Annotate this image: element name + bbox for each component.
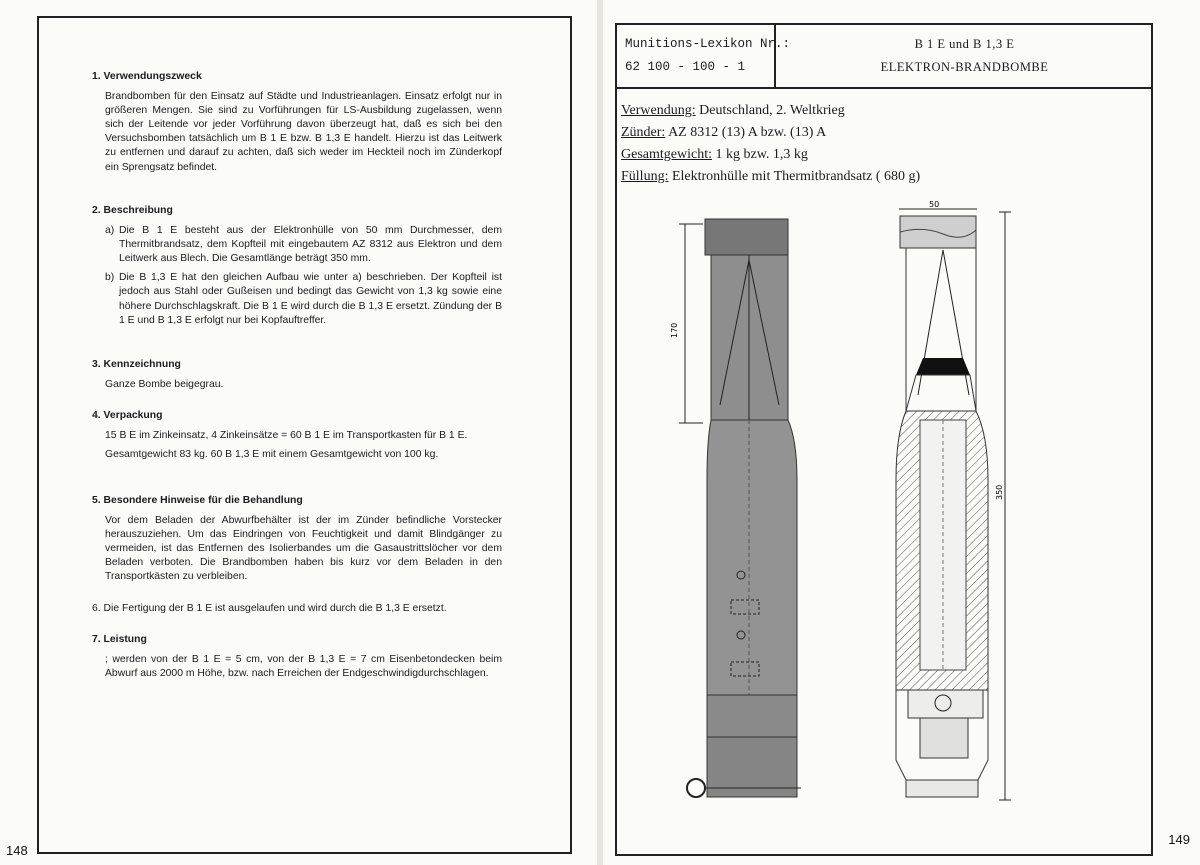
tail-cone	[906, 375, 976, 411]
spec-key: Zünder:	[621, 125, 666, 140]
section-hinweise	[92, 494, 502, 590]
list-item-label: a)	[105, 225, 115, 237]
bomb-tail-section	[906, 248, 976, 411]
bomb-section-drawing	[896, 200, 1011, 800]
list-item-text: Die B 1,3 E hat den gleichen Aufbau wie unter a) beschrieben. Der Kopfteil ist jedoch aus Stahl oder Gußeisen und bedingt das Gewicht von 1,3 kg sowie eine höhere Durchschlagskraft. Die B 1 E wird durch die B 1,3 E ersetzt. Zündung der B 1 E und B 1,3 E erfolgt nur bei Kopfauftreffer.	[119, 272, 502, 326]
bomb-body	[707, 420, 797, 695]
fuze-body	[920, 718, 968, 758]
page-number: 149	[1168, 832, 1190, 847]
spec-row	[621, 122, 920, 144]
spec-value: 1 kg bzw. 1,3 kg	[715, 147, 808, 162]
spec-row	[621, 100, 920, 122]
section-title: 1. Verwendungszweck	[92, 71, 202, 82]
section-title: 4. Verpackung	[92, 410, 163, 421]
section-title: 2. Beschreibung	[92, 205, 173, 216]
spec-list	[621, 100, 920, 188]
section-verwendungszweck	[92, 70, 502, 180]
tail-plug	[916, 358, 970, 375]
right-page	[603, 0, 1200, 865]
section-kennzeichnung	[92, 358, 502, 397]
fuze-housing	[908, 690, 983, 718]
section-paragraph: ; werden von der B 1 E = 5 cm, von der B 1,3 E = 7 cm Eisenbetondecken beim Abwurf aus 2000 m Höhe, bzw. nach Erreichen der Endgeschwindigdurchschlagen.	[105, 654, 502, 680]
bomb-head-upper	[707, 695, 797, 737]
document-title	[776, 33, 1153, 79]
dimension-label: 350	[995, 484, 1004, 500]
list-item-text: Die B 1 E besteht aus der Elektronhülle von 50 mm Durchmesser, dem Thermitbrandsatz, dem Kopfteil mit eingebautem AZ 8312 aus Elektron und dem Leitwerk aus Blech. Die Gesamtlänge beträgt 350 mm.	[119, 225, 502, 265]
left-page	[0, 0, 597, 865]
section-paragraph: Gesamtgewicht 83 kg. 60 B 1,3 E mit einem Gesamtgewicht von 100 kg.	[105, 449, 439, 461]
section-title: 3. Kennzeichnung	[92, 359, 181, 370]
section-title: 6. Die Fertigung der B 1 E ist ausgelaufen und wird durch die B 1,3 E ersetzt.	[92, 603, 447, 614]
spec-key: Gesamtgewicht:	[621, 147, 712, 162]
section-verpackung	[92, 409, 502, 467]
technical-drawings	[603, 190, 1200, 830]
lexikon-number: 62 100 - 100 - 1	[625, 60, 746, 74]
pull-ring	[687, 779, 705, 797]
bomb-nose-cap	[705, 219, 788, 255]
spec-value: Deutschland, 2. Weltkrieg	[699, 103, 845, 118]
section-paragraph: 15 B E im Zinkeinsatz, 4 Zinkeinsätze = 60 B 1 E im Transportkasten für B 1 E.	[105, 430, 468, 442]
section-paragraph: Brandbomben für den Einsatz auf Städte und Industrieanlagen. Einsatz erfolgt nur in größeren Mengen. Sie sind zu Vorführungen für LS-Ausbildung zugelassen, wenn sich der Leitende vor jeder Vorführung davon überzeugt hat, daß es sich bei den Versuchsbomben tatsächlich um B 1 E bzw. B 1,3 E handelt. Hierzu ist das Leitwerk zu entfernen und darauf zu achten, daß sich weder im Heckteil noch im Zünderkopf ein Sprengsatz befindet.	[105, 91, 502, 173]
bomb-head-tip	[906, 780, 978, 797]
spec-value: AZ 8312 (13) A bzw. (13) A	[668, 125, 827, 140]
section-fertigung	[92, 602, 502, 622]
spec-row	[621, 144, 920, 166]
lexikon-reference	[625, 33, 790, 79]
section-title: 7. Leistung	[92, 634, 147, 645]
list-item	[105, 271, 502, 327]
section-beschreibung	[92, 204, 502, 328]
section-leistung	[92, 633, 502, 686]
page-number: 148	[6, 843, 28, 858]
spec-value: Elektronhülle mit Thermitbrandsatz ( 680 g)	[671, 169, 921, 184]
title-type: ELEKTRON-BRANDBOMBE	[880, 60, 1049, 74]
list-item	[105, 224, 502, 266]
lexikon-label: Munitions-Lexikon Nr.:	[625, 37, 791, 51]
section-title: 5. Besondere Hinweise für die Behandlung	[92, 495, 303, 506]
dimension-label: 50	[929, 200, 940, 209]
spec-key: Verwendung:	[621, 103, 696, 118]
dimension-label: 170	[670, 322, 679, 338]
section-paragraph: Ganze Bombe beigegrau.	[105, 379, 224, 391]
spec-key: Füllung:	[621, 169, 669, 184]
section-paragraph: Vor dem Beladen der Abwurfbehälter ist der im Zünder befindliche Vorstecker herauszuziehen. Um das Eindringen von Feuchtigkeit und damit Blindgänger zu vermeiden, ist das Entfernen des Isolierbandes um die Gasaustrittslöcher vor dem Beladen verboten. Die Brandbomben haben bis kurz vor dem Beladen in den Transportkästen zu verbleiben.	[105, 515, 502, 583]
list-item-label: b)	[105, 272, 115, 284]
spec-row	[621, 166, 920, 188]
bomb-exterior-drawing	[670, 219, 801, 797]
title-models: B 1 E und B 1,3 E	[914, 37, 1015, 51]
